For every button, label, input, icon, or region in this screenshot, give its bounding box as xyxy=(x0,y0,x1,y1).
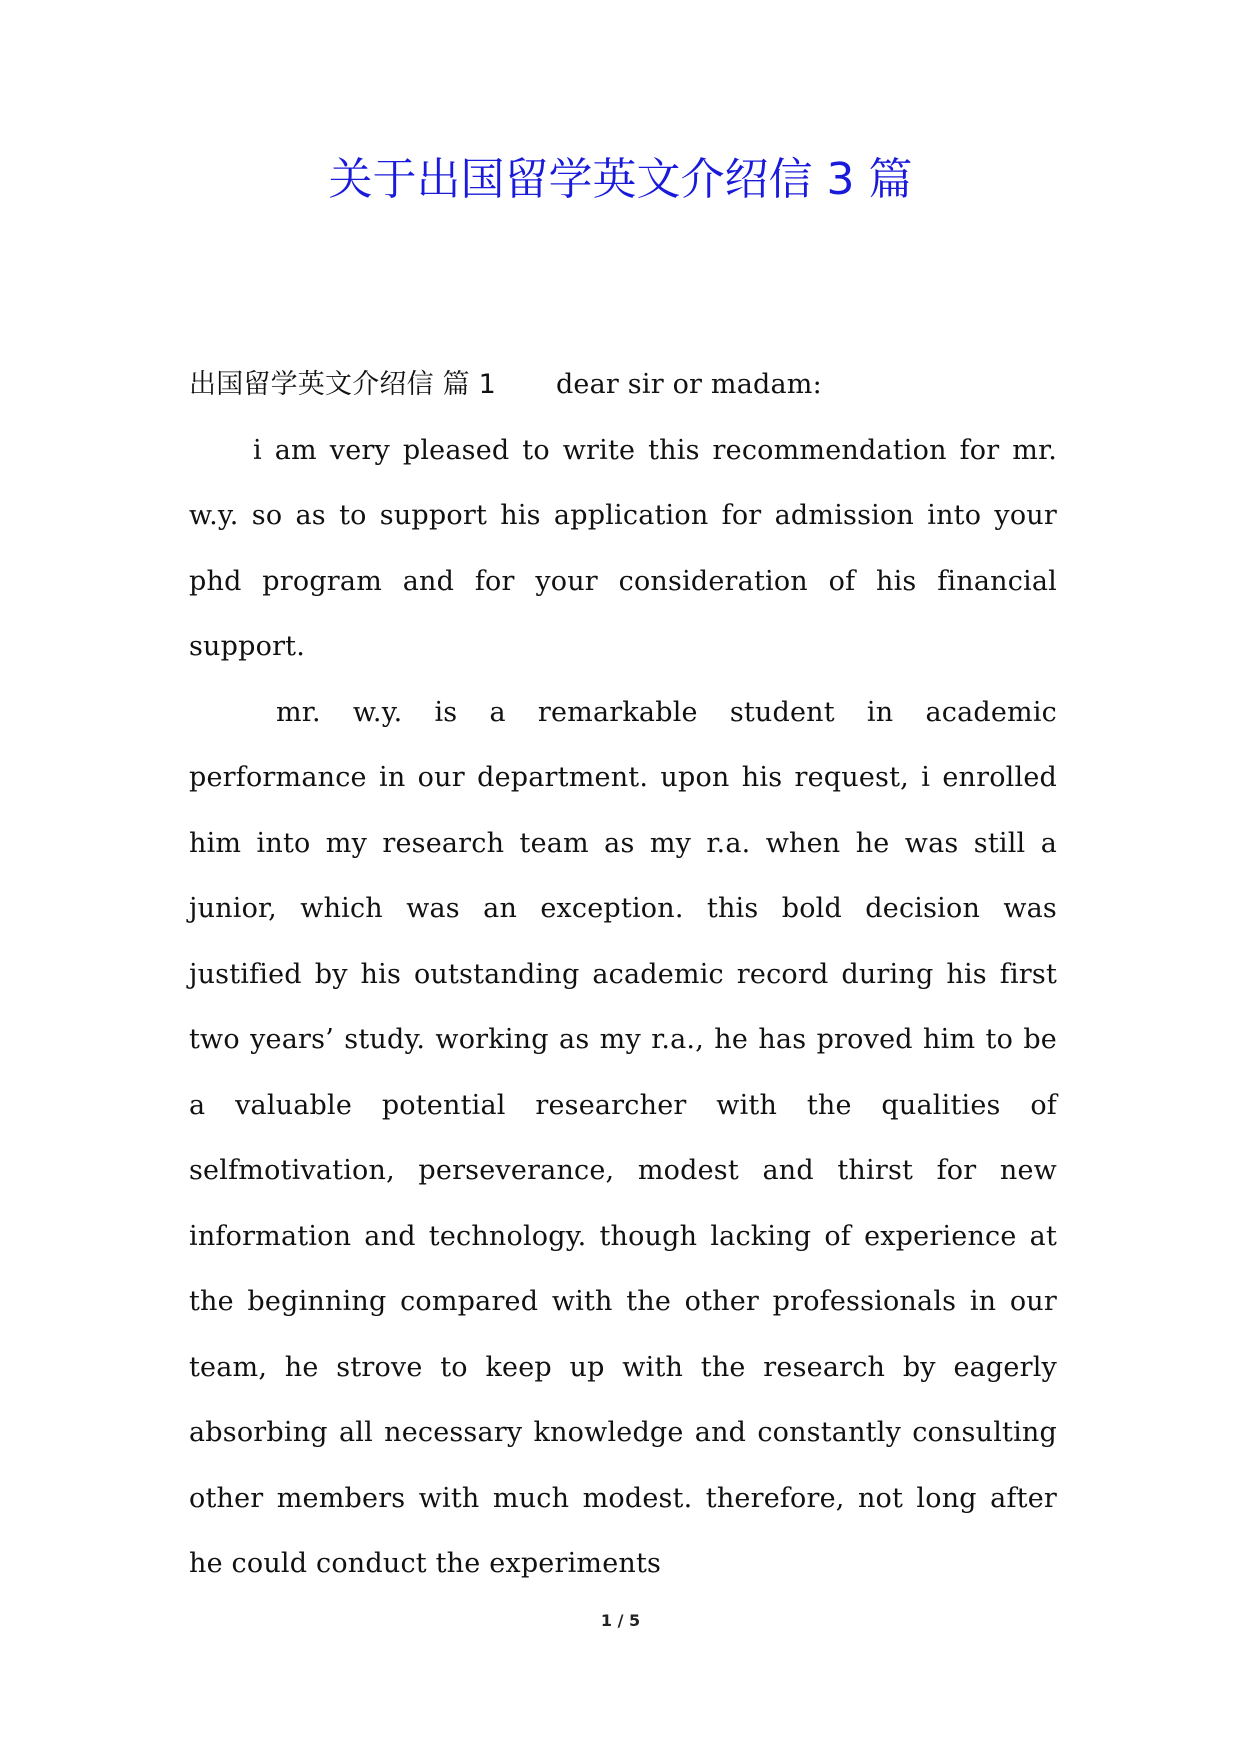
first-line xyxy=(189,352,1057,418)
paragraph-2: mr. w.y. is a remarkable student in academic performance in our department. upon his request, i enrolled him into my research team as my r.a. when he was still a junior, which was an exception. this bold decision was justified by his outstanding academic record during his first two years’ study. working as my r.a., he has proved him to be a valuable potential researcher with the qualities of selfmotivation, perseverance, modest and thirst for new information and technology. though lacking of experience at the beginning compared with the other professionals in our team, he strove to keep up with the research by eagerly absorbing all necessary knowledge and constantly consulting other members with much modest. therefore, not long after he could conduct the experiments xyxy=(189,696,1057,1579)
document-title: 关于出国留学英文介绍信 3 篇 xyxy=(328,154,913,205)
paragraph-1: i am very pleased to write this recommendation for mr. w.y. so as to support his application for admission into your phd program and for your consideration of his financial support. xyxy=(189,434,1057,662)
document-body xyxy=(189,352,1057,1597)
section-heading: 出国留学英文介绍信 篇 1 xyxy=(189,369,496,400)
page-number: 1 / 5 xyxy=(600,1611,641,1630)
salutation: dear sir or madam: xyxy=(555,369,822,400)
